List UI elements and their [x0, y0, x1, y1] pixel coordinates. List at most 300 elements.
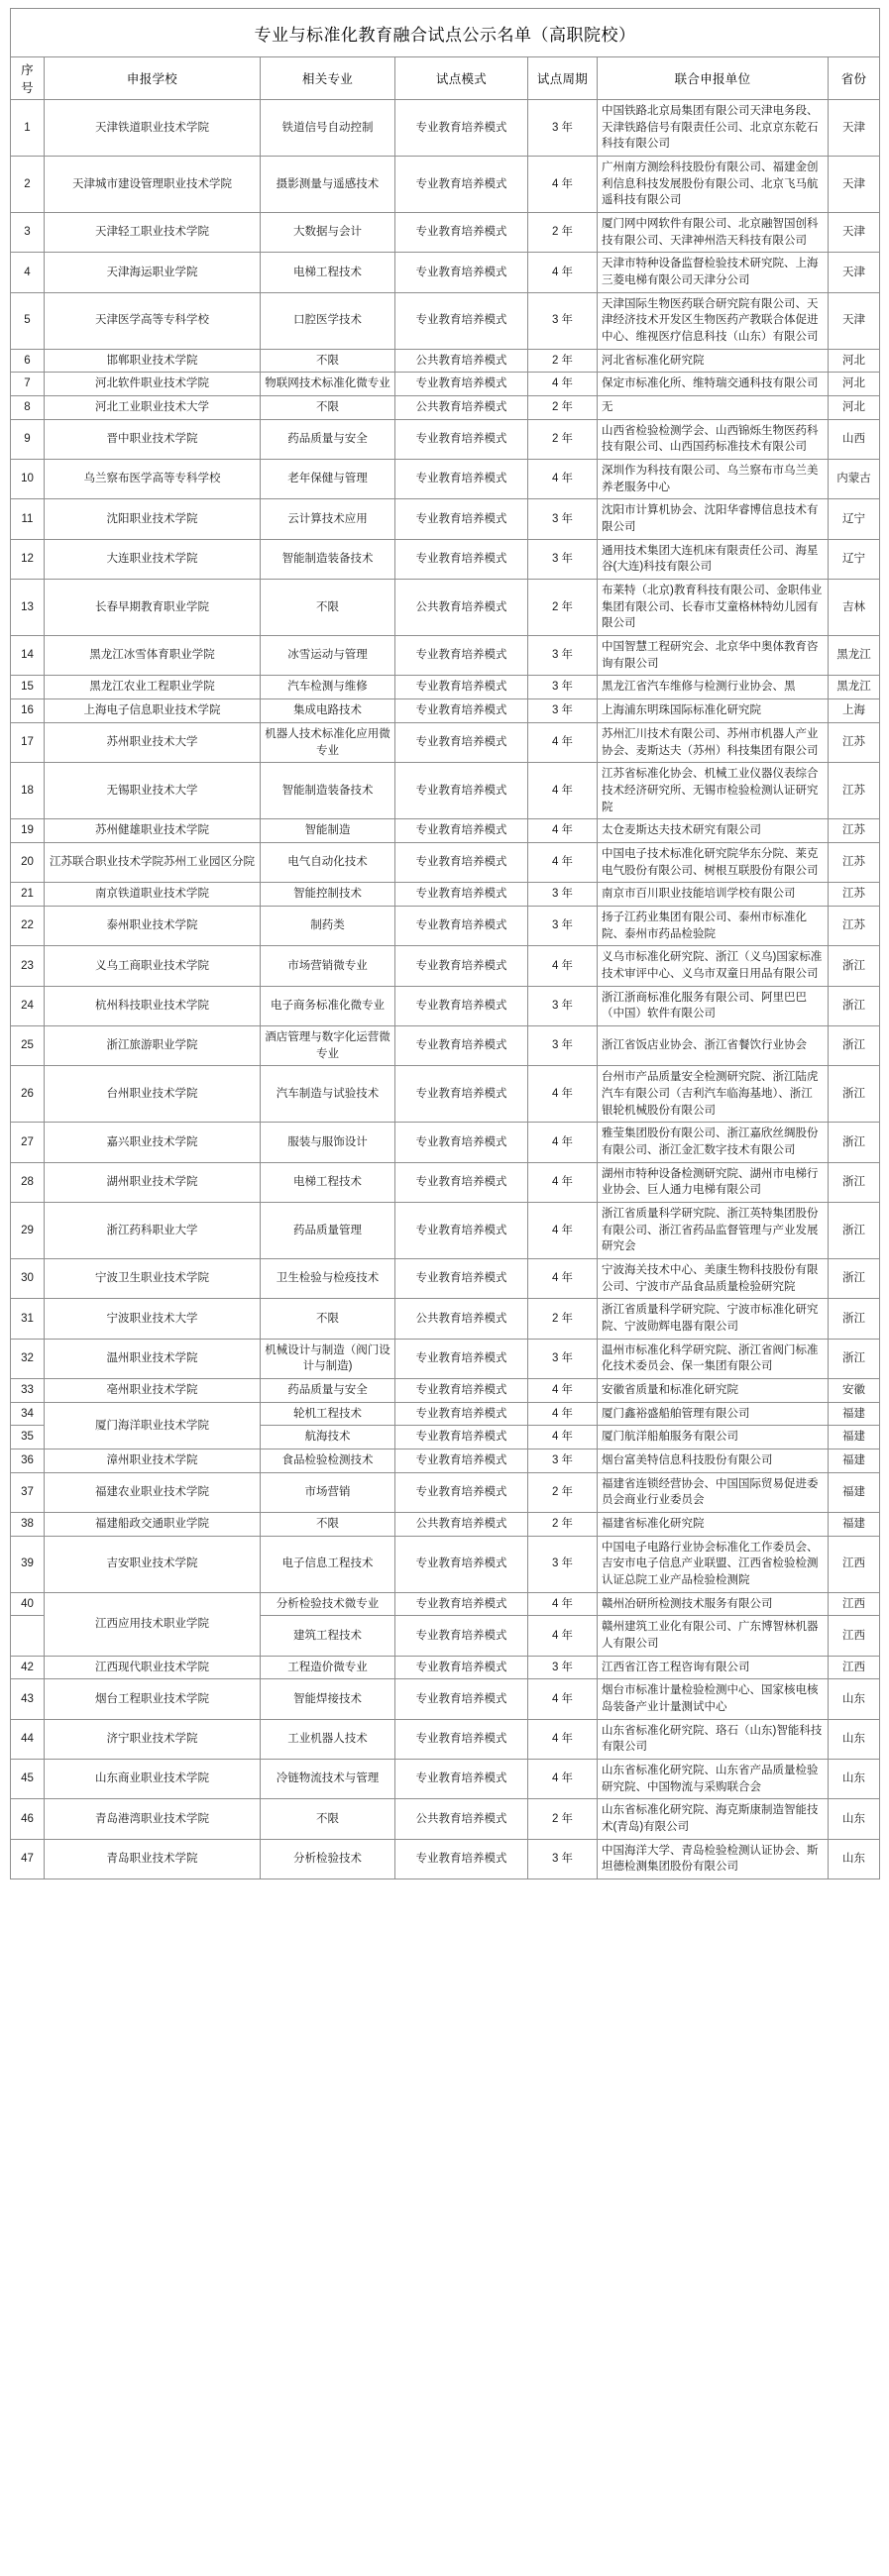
cell-index: 14: [11, 636, 45, 676]
cell-school: 浙江药科职业大学: [45, 1202, 261, 1258]
cell-major: 不限: [261, 580, 395, 636]
cell-province: 内蒙古: [829, 460, 880, 499]
cell-school: 漳州职业技术学院: [45, 1449, 261, 1473]
table-row: [11, 722, 880, 762]
table-row: [11, 1799, 880, 1839]
cell-mode: 专业教育培养模式: [395, 1426, 528, 1449]
cell-period: 3 年: [528, 1536, 598, 1592]
cell-mode: 公共教育培养模式: [395, 1799, 528, 1839]
cell-mode: 公共教育培养模式: [395, 349, 528, 373]
cell-province: 浙江: [829, 1339, 880, 1378]
cell-mode: 专业教育培养模式: [395, 419, 528, 459]
cell-index: 32: [11, 1339, 45, 1378]
cell-units: 山东省标准化研究院、山东省产品质量检验研究院、中国物流与采购联合会: [598, 1760, 829, 1799]
cell-school: 青岛职业技术学院: [45, 1839, 261, 1878]
cell-period: 2 年: [528, 1513, 598, 1537]
table-row: [11, 946, 880, 986]
column-header-units: 联合申报单位: [598, 57, 829, 100]
cell-index: 43: [11, 1679, 45, 1719]
cell-major: 药品质量与安全: [261, 419, 395, 459]
cell-major: 电梯工程技术: [261, 253, 395, 292]
cell-period: 4 年: [528, 1719, 598, 1759]
table-row: [11, 580, 880, 636]
cell-index: 9: [11, 419, 45, 459]
cell-province: 江苏: [829, 883, 880, 907]
cell-units: 江西省江咨工程咨询有限公司: [598, 1656, 829, 1679]
cell-major: 冰雪运动与管理: [261, 636, 395, 676]
cell-units: 浙江浙商标准化服务有限公司、阿里巴巴（中国）软件有限公司: [598, 986, 829, 1025]
cell-major: 智能控制技术: [261, 883, 395, 907]
cell-index: 27: [11, 1123, 45, 1162]
table-row: [11, 1513, 880, 1537]
cell-school: 天津海运职业学院: [45, 253, 261, 292]
cell-index: 38: [11, 1513, 45, 1537]
cell-period: 4 年: [528, 1760, 598, 1799]
document-title: 专业与标准化教育融合试点公示名单（高职院校）: [11, 9, 880, 57]
cell-index: 37: [11, 1472, 45, 1512]
cell-index: 13: [11, 580, 45, 636]
column-header-province: 省份: [829, 57, 880, 100]
cell-units: 沈阳市计算机协会、沈阳华睿博信息技术有限公司: [598, 499, 829, 539]
cell-school: 天津铁道职业技术学院: [45, 100, 261, 157]
cell-mode: 专业教育培养模式: [395, 1472, 528, 1512]
cell-period: 4 年: [528, 1402, 598, 1426]
cell-province: 安徽: [829, 1379, 880, 1403]
cell-index: 17: [11, 722, 45, 762]
cell-province: 江苏: [829, 819, 880, 843]
table-row: [11, 699, 880, 723]
cell-index: 12: [11, 539, 45, 579]
cell-province: 浙江: [829, 1025, 880, 1065]
table-row: [11, 1066, 880, 1123]
cell-major: 冷链物流技术与管理: [261, 1760, 395, 1799]
cell-index: 24: [11, 986, 45, 1025]
cell-mode: 专业教育培养模式: [395, 1616, 528, 1656]
cell-mode: 专业教育培养模式: [395, 883, 528, 907]
cell-period: 3 年: [528, 1025, 598, 1065]
cell-school: 台州职业技术学院: [45, 1066, 261, 1123]
cell-units: 江苏省标准化协会、机械工业仪器仪表综合技术经济研究所、无锡市检验检测认证研究院: [598, 763, 829, 819]
table-row: [11, 906, 880, 945]
cell-period: 3 年: [528, 499, 598, 539]
cell-school: 福建船政交通职业学院: [45, 1513, 261, 1537]
cell-major: 智能制造装备技术: [261, 539, 395, 579]
cell-period: 3 年: [528, 883, 598, 907]
cell-province: 浙江: [829, 1162, 880, 1202]
cell-units: 中国电子电路行业协会标准化工作委员会、吉安市电子信息产业联盟、江西省检验检测认证总院工业产品检验检测院: [598, 1536, 829, 1592]
cell-period: 4 年: [528, 946, 598, 986]
cell-province: 江西: [829, 1592, 880, 1616]
cell-mode: 专业教育培养模式: [395, 460, 528, 499]
cell-major: 工业机器人技术: [261, 1719, 395, 1759]
cell-units: 烟台市标准计量检验检测中心、国家核电核岛装备产业计量测试中心: [598, 1679, 829, 1719]
cell-index: 40: [11, 1592, 45, 1616]
column-header-period: 试点周期: [528, 57, 598, 100]
cell-period: 4 年: [528, 1123, 598, 1162]
table-row: [11, 373, 880, 396]
cell-school: 河北软件职业技术学院: [45, 373, 261, 396]
cell-index: 18: [11, 763, 45, 819]
cell-period: 3 年: [528, 906, 598, 945]
cell-major: 航海技术: [261, 1426, 395, 1449]
cell-school: 上海电子信息职业技术学院: [45, 699, 261, 723]
cell-index: 10: [11, 460, 45, 499]
cell-index: 1: [11, 100, 45, 157]
table-row: [11, 1202, 880, 1258]
cell-province: 福建: [829, 1426, 880, 1449]
cell-mode: 专业教育培养模式: [395, 1536, 528, 1592]
cell-period: 4 年: [528, 1066, 598, 1123]
cell-mode: 专业教育培养模式: [395, 539, 528, 579]
cell-units: 温州市标准化科学研究院、浙江省阀门标准化技术委员会、保一集团有限公司: [598, 1339, 829, 1378]
cell-period: 4 年: [528, 1202, 598, 1258]
cell-major: 建筑工程技术: [261, 1616, 395, 1656]
cell-units: 扬子江药业集团有限公司、泰州市标准化院、泰州市药品检验院: [598, 906, 829, 945]
cell-major: 药品质量管理: [261, 1202, 395, 1258]
cell-index: 45: [11, 1760, 45, 1799]
cell-period: 2 年: [528, 1472, 598, 1512]
cell-index: 4: [11, 253, 45, 292]
cell-index: 29: [11, 1202, 45, 1258]
cell-index: 2: [11, 157, 45, 213]
cell-major: 药品质量与安全: [261, 1379, 395, 1403]
cell-units: 安徽省质量和标准化研究院: [598, 1379, 829, 1403]
cell-province: 福建: [829, 1472, 880, 1512]
cell-period: 4 年: [528, 842, 598, 882]
cell-units: 中国智慧工程研究会、北京华中奥体教育咨询有限公司: [598, 636, 829, 676]
cell-index: 15: [11, 676, 45, 699]
cell-province: 天津: [829, 100, 880, 157]
cell-province: 上海: [829, 699, 880, 723]
cell-period: 3 年: [528, 100, 598, 157]
cell-mode: 专业教育培养模式: [395, 1202, 528, 1258]
cell-major: 汽车检测与维修: [261, 676, 395, 699]
cell-index: 23: [11, 946, 45, 986]
cell-units: 山东省标准化研究院、海克斯康制造智能技术(青岛)有限公司: [598, 1799, 829, 1839]
table-row: [11, 763, 880, 819]
cell-index: 26: [11, 1066, 45, 1123]
cell-mode: 专业教育培养模式: [395, 676, 528, 699]
cell-mode: 专业教育培养模式: [395, 1592, 528, 1616]
column-header-row: [11, 57, 880, 100]
cell-units: 烟台富美特信息科技股份有限公司: [598, 1449, 829, 1473]
cell-mode: 专业教育培养模式: [395, 499, 528, 539]
table-row: [11, 1025, 880, 1065]
cell-school: 乌兰察布医学高等专科学校: [45, 460, 261, 499]
table-row: [11, 213, 880, 253]
cell-province: 江西: [829, 1536, 880, 1592]
cell-units: 天津市特种设备监督检验技术研究院、上海三菱电梯有限公司天津分公司: [598, 253, 829, 292]
table-row: [11, 1162, 880, 1202]
cell-major: 电气自动化技术: [261, 842, 395, 882]
cell-period: 4 年: [528, 1379, 598, 1403]
table-row: [11, 636, 880, 676]
cell-units: 黑龙江省汽车维修与检测行业协会、黑: [598, 676, 829, 699]
cell-units: 浙江省质量科学研究院、宁波市标准化研究院、宁波勋辉电器有限公司: [598, 1299, 829, 1339]
cell-province: 河北: [829, 349, 880, 373]
cell-major: 制药类: [261, 906, 395, 945]
table-row: [11, 1839, 880, 1878]
table-row: [11, 100, 880, 157]
cell-period: 3 年: [528, 292, 598, 349]
cell-period: 4 年: [528, 1258, 598, 1298]
cell-mode: 专业教育培养模式: [395, 946, 528, 986]
cell-school: 河北工业职业技术大学: [45, 396, 261, 420]
cell-province: 天津: [829, 213, 880, 253]
cell-index: 31: [11, 1299, 45, 1339]
cell-period: 2 年: [528, 1299, 598, 1339]
cell-mode: 专业教育培养模式: [395, 1679, 528, 1719]
cell-period: 2 年: [528, 580, 598, 636]
cell-province: 河北: [829, 396, 880, 420]
cell-index: 36: [11, 1449, 45, 1473]
cell-units: 义乌市标准化研究院、浙江（义乌)国家标准技术审评中心、义乌市双童日用品有限公司: [598, 946, 829, 986]
cell-units: 赣州冶研所检测技术服务有限公司: [598, 1592, 829, 1616]
cell-mode: 专业教育培养模式: [395, 213, 528, 253]
cell-school: 宁波职业技术大学: [45, 1299, 261, 1339]
cell-period: 3 年: [528, 1339, 598, 1378]
table-row: [11, 1592, 880, 1616]
cell-province: 江苏: [829, 906, 880, 945]
cell-province: 山东: [829, 1679, 880, 1719]
cell-school: 温州职业技术学院: [45, 1339, 261, 1378]
cell-major: 不限: [261, 1299, 395, 1339]
cell-mode: 公共教育培养模式: [395, 1299, 528, 1339]
cell-province: 浙江: [829, 1202, 880, 1258]
column-header-school: 申报学校: [45, 57, 261, 100]
cell-mode: 专业教育培养模式: [395, 1719, 528, 1759]
cell-province: 浙江: [829, 1299, 880, 1339]
cell-units: 赣州建筑工业化有限公司、广东博智林机器人有限公司: [598, 1616, 829, 1656]
cell-school: 晋中职业技术学院: [45, 419, 261, 459]
cell-index: 11: [11, 499, 45, 539]
cell-mode: 专业教育培养模式: [395, 636, 528, 676]
cell-index: 22: [11, 906, 45, 945]
cell-school: 义乌工商职业技术学院: [45, 946, 261, 986]
cell-mode: 专业教育培养模式: [395, 906, 528, 945]
cell-mode: 专业教育培养模式: [395, 1339, 528, 1378]
cell-major: 分析检验技术微专业: [261, 1592, 395, 1616]
table-row: [11, 1719, 880, 1759]
cell-school: 天津轻工职业技术学院: [45, 213, 261, 253]
cell-period: 3 年: [528, 676, 598, 699]
cell-school: 黑龙江冰雪体育职业学院: [45, 636, 261, 676]
cell-units: 厦门网中网软件有限公司、北京融智国创科技有限公司、天津神州浩天科技有限公司: [598, 213, 829, 253]
cell-index: 20: [11, 842, 45, 882]
cell-units: 布莱特（北京)教育科技有限公司、金职伟业集团有限公司、长春市艾童格林特幼儿园有限公司: [598, 580, 829, 636]
cell-units: 中国铁路北京局集团有限公司天津电务段、天津铁路信号有限责任公司、北京京东乾石科技有限公司: [598, 100, 829, 157]
cell-major: 卫生检验与检疫技术: [261, 1258, 395, 1298]
cell-major: 集成电路技术: [261, 699, 395, 723]
cell-mode: 专业教育培养模式: [395, 373, 528, 396]
cell-province: 福建: [829, 1402, 880, 1426]
cell-units: 山东省标准化研究院、珞石（山东)智能科技有限公司: [598, 1719, 829, 1759]
cell-province: 江西: [829, 1656, 880, 1679]
cell-period: 4 年: [528, 722, 598, 762]
cell-mode: 专业教育培养模式: [395, 722, 528, 762]
table-row: [11, 1299, 880, 1339]
cell-major: 不限: [261, 396, 395, 420]
cell-mode: 专业教育培养模式: [395, 1162, 528, 1202]
cell-index: 6: [11, 349, 45, 373]
table-row: [11, 1656, 880, 1679]
table-row: [11, 1258, 880, 1298]
cell-major: 口腔医学技术: [261, 292, 395, 349]
cell-mode: 专业教育培养模式: [395, 842, 528, 882]
cell-school: 湖州职业技术学院: [45, 1162, 261, 1202]
cell-school: 邯郸职业技术学院: [45, 349, 261, 373]
cell-province: 黑龙江: [829, 636, 880, 676]
column-header-major: 相关专业: [261, 57, 395, 100]
cell-province: 辽宁: [829, 499, 880, 539]
cell-province: 浙江: [829, 1258, 880, 1298]
cell-mode: 专业教育培养模式: [395, 1449, 528, 1473]
cell-province: 天津: [829, 253, 880, 292]
cell-mode: 专业教育培养模式: [395, 1379, 528, 1403]
cell-units: 中国海洋大学、青岛检验检测认证协会、斯坦德检测集团股份有限公司: [598, 1839, 829, 1878]
table-row: [11, 396, 880, 420]
cell-mode: 专业教育培养模式: [395, 157, 528, 213]
table-row: [11, 499, 880, 539]
cell-school: 青岛港湾职业技术学院: [45, 1799, 261, 1839]
cell-units: 福建省标准化研究院: [598, 1513, 829, 1537]
table-row: [11, 1123, 880, 1162]
cell-school: 长春早期教育职业学院: [45, 580, 261, 636]
cell-school: 嘉兴职业技术学院: [45, 1123, 261, 1162]
cell-school: 南京铁道职业技术学院: [45, 883, 261, 907]
cell-school: 沈阳职业技术学院: [45, 499, 261, 539]
cell-units: 南京市百川职业技能培训学校有限公司: [598, 883, 829, 907]
cell-province: 江西: [829, 1616, 880, 1656]
table-row: [11, 253, 880, 292]
cell-units: 苏州汇川技术有限公司、苏州市机器人产业协会、麦斯达夫（苏州）科技集团有限公司: [598, 722, 829, 762]
cell-units: 雅莹集团股份有限公司、浙江嘉欣丝绸股份有限公司、浙江金汇数字技术有限公司: [598, 1123, 829, 1162]
cell-major: 云计算技术应用: [261, 499, 395, 539]
cell-units: 福建省连锁经营协会、中国国际贸易促进委员会商业行业委员会: [598, 1472, 829, 1512]
cell-period: 4 年: [528, 253, 598, 292]
cell-index: 21: [11, 883, 45, 907]
cell-period: 2 年: [528, 396, 598, 420]
cell-index: 47: [11, 1839, 45, 1878]
cell-school: 无锡职业技术大学: [45, 763, 261, 819]
cell-school: 江西应用技术职业学院: [45, 1592, 261, 1656]
cell-units: 上海浦东明珠国际标准化研究院: [598, 699, 829, 723]
cell-school: 江西现代职业技术学院: [45, 1656, 261, 1679]
table-row: [11, 842, 880, 882]
cell-major: 电梯工程技术: [261, 1162, 395, 1202]
cell-school: 大连职业技术学院: [45, 539, 261, 579]
cell-index: 39: [11, 1536, 45, 1592]
cell-period: 3 年: [528, 699, 598, 723]
table-row: [11, 1679, 880, 1719]
pilot-list-table: [10, 8, 880, 1879]
cell-province: 浙江: [829, 1066, 880, 1123]
cell-period: 3 年: [528, 1449, 598, 1473]
cell-period: 4 年: [528, 819, 598, 843]
cell-province: 河北: [829, 373, 880, 396]
cell-mode: 专业教育培养模式: [395, 1123, 528, 1162]
cell-school: 天津城市建设管理职业技术学院: [45, 157, 261, 213]
cell-major: 电子商务标准化微专业: [261, 986, 395, 1025]
cell-mode: 专业教育培养模式: [395, 1760, 528, 1799]
cell-major: 不限: [261, 349, 395, 373]
cell-province: 浙江: [829, 946, 880, 986]
title-row: [11, 9, 880, 57]
cell-index: 25: [11, 1025, 45, 1065]
cell-province: 江苏: [829, 842, 880, 882]
cell-units: 厦门航洋船舶服务有限公司: [598, 1426, 829, 1449]
cell-school: 泰州职业技术学院: [45, 906, 261, 945]
cell-period: 4 年: [528, 157, 598, 213]
cell-units: 河北省标准化研究院: [598, 349, 829, 373]
cell-province: 山东: [829, 1799, 880, 1839]
cell-period: 2 年: [528, 1799, 598, 1839]
cell-units: 湖州市特种设备检测研究院、湖州市电梯行业协会、巨人通力电梯有限公司: [598, 1162, 829, 1202]
cell-index: 34: [11, 1402, 45, 1426]
cell-period: 3 年: [528, 1656, 598, 1679]
cell-major: 不限: [261, 1799, 395, 1839]
cell-mode: 公共教育培养模式: [395, 1513, 528, 1537]
cell-mode: 专业教育培养模式: [395, 100, 528, 157]
table-row: [11, 419, 880, 459]
cell-major: 分析检验技术: [261, 1839, 395, 1878]
cell-index: 33: [11, 1379, 45, 1403]
cell-school: 天津医学高等专科学校: [45, 292, 261, 349]
cell-major: 工程造价微专业: [261, 1656, 395, 1679]
cell-mode: 专业教育培养模式: [395, 819, 528, 843]
cell-province: 浙江: [829, 1123, 880, 1162]
cell-period: 4 年: [528, 763, 598, 819]
cell-mode: 专业教育培养模式: [395, 253, 528, 292]
cell-major: 铁道信号自动控制: [261, 100, 395, 157]
cell-units: 厦门鑫裕盛船舶管理有限公司: [598, 1402, 829, 1426]
table-row: [11, 1402, 880, 1426]
cell-index: [11, 1616, 45, 1656]
table-row: [11, 539, 880, 579]
table-body: [11, 100, 880, 1879]
table-row: [11, 1449, 880, 1473]
cell-units: 浙江省饭店业协会、浙江省餐饮行业协会: [598, 1025, 829, 1065]
cell-index: 46: [11, 1799, 45, 1839]
cell-major: 不限: [261, 1513, 395, 1537]
cell-province: 浙江: [829, 986, 880, 1025]
cell-index: 19: [11, 819, 45, 843]
cell-index: 16: [11, 699, 45, 723]
cell-units: 台州市产品质量安全检测研究院、浙江陆虎汽车有限公司（吉利汽车临海基地）、浙江银轮机械股份有限公司: [598, 1066, 829, 1123]
cell-school: 烟台工程职业技术学院: [45, 1679, 261, 1719]
cell-units: 浙江省质量科学研究院、浙江英特集团股份有限公司、浙江省药品监督管理与产业发展研究会: [598, 1202, 829, 1258]
cell-school: 宁波卫生职业技术学院: [45, 1258, 261, 1298]
cell-units: 无: [598, 396, 829, 420]
cell-units: 宁波海关技术中心、美康生物科技股份有限公司、宁波市产品食品质量检验研究院: [598, 1258, 829, 1298]
cell-school: 浙江旅游职业学院: [45, 1025, 261, 1065]
cell-mode: 专业教育培养模式: [395, 1258, 528, 1298]
cell-province: 福建: [829, 1513, 880, 1537]
table-row: [11, 1339, 880, 1378]
cell-mode: 专业教育培养模式: [395, 1839, 528, 1878]
cell-major: 酒店管理与数字化运营微专业: [261, 1025, 395, 1065]
cell-major: 汽车制造与试验技术: [261, 1066, 395, 1123]
cell-major: 机器人技术标准化应用微专业: [261, 722, 395, 762]
table-head: [11, 9, 880, 100]
cell-period: 4 年: [528, 1426, 598, 1449]
cell-province: 江苏: [829, 763, 880, 819]
cell-mode: 专业教育培养模式: [395, 986, 528, 1025]
table-row: [11, 349, 880, 373]
cell-units: 中国电子技术标准化研究院华东分院、莱克电气股份有限公司、树根互联股份有限公司: [598, 842, 829, 882]
cell-major: 市场营销微专业: [261, 946, 395, 986]
table-row: [11, 157, 880, 213]
